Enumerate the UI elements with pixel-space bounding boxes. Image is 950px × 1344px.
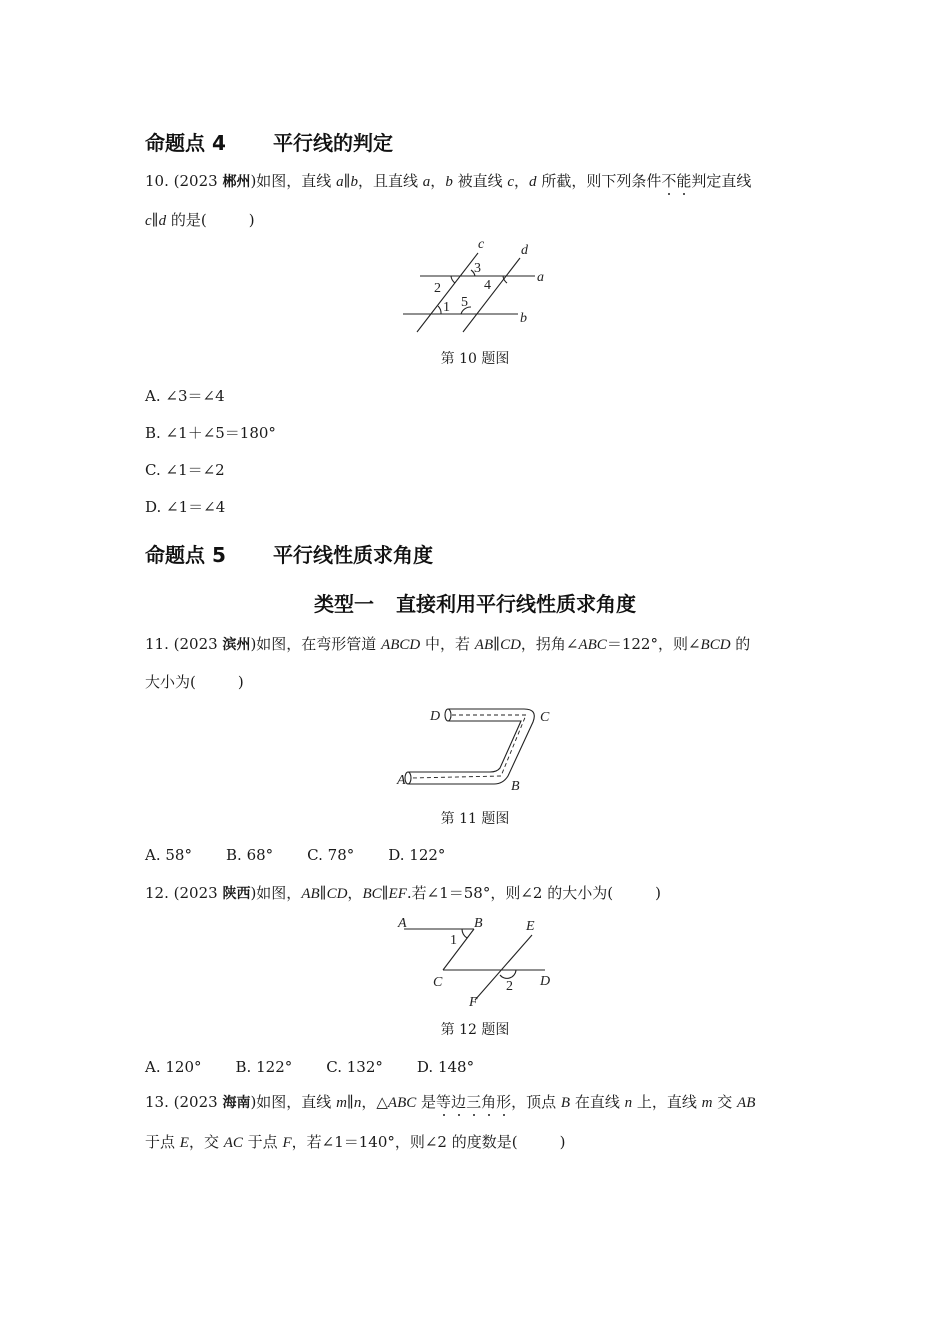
var: c xyxy=(507,174,515,190)
text: ＝122°，则∠ xyxy=(606,635,701,653)
point-label-f: F xyxy=(469,995,478,1010)
option-c[interactable]: C. 78° xyxy=(307,846,355,864)
text: 被直线 xyxy=(452,172,508,190)
question-13-line-1 xyxy=(145,1091,755,1114)
question-11-line-2 xyxy=(145,671,244,693)
text: 于点 xyxy=(242,1133,283,1151)
option-b[interactable]: B. 68° xyxy=(225,846,274,864)
point-label-b: B xyxy=(474,916,483,931)
point-label-b: B xyxy=(511,779,520,794)
source-place: 海南 xyxy=(222,1095,251,1111)
type-label: 类型一 xyxy=(314,592,374,616)
source-year: (2023 xyxy=(173,635,218,653)
option-c[interactable]: C. 132° xyxy=(326,1058,383,1076)
text: ，且直线 xyxy=(358,172,423,190)
source-year: (2023 xyxy=(173,1093,218,1111)
var: EF xyxy=(388,886,407,902)
option-label: A. xyxy=(145,387,161,405)
section-heading-4 xyxy=(145,127,393,156)
angle-label-5: 5 xyxy=(461,295,468,310)
question-11-line-1 xyxy=(145,633,750,656)
emphasized-char: 三 xyxy=(466,1093,482,1111)
text: ， xyxy=(347,884,363,902)
option-d[interactable]: D. 122° xyxy=(388,846,446,864)
text: 交 xyxy=(712,1093,738,1111)
var: CD xyxy=(326,886,348,902)
var: b xyxy=(350,174,359,190)
emphasized-char: 形 xyxy=(496,1093,512,1111)
option-c[interactable] xyxy=(145,459,225,481)
question-13-line-2 xyxy=(145,1131,565,1154)
figure-11-caption: 第 11 题图 xyxy=(440,811,510,827)
question-number: 13. xyxy=(145,1093,169,1111)
line-label-d: d xyxy=(521,243,528,258)
option-text: ∠3＝∠4 xyxy=(165,387,225,405)
option-a[interactable]: A. 58° xyxy=(145,846,192,864)
option-a[interactable]: A. 120° xyxy=(145,1058,202,1076)
type-title: 直接利用平行线性质求角度 xyxy=(396,592,636,616)
var: BC xyxy=(362,886,382,902)
emphasized-char: 能 xyxy=(676,172,692,190)
var: ABC xyxy=(578,637,607,653)
section-title: 平行线性质求角度 xyxy=(273,543,433,567)
var: d xyxy=(529,174,537,190)
question-12-line-1 xyxy=(145,882,661,905)
text: ，△ xyxy=(361,1093,388,1111)
var: F xyxy=(282,1135,292,1151)
option-d[interactable] xyxy=(145,496,225,518)
emphasized-char: 边 xyxy=(451,1093,467,1111)
var: n xyxy=(624,1095,633,1111)
text: ，顶点 xyxy=(511,1093,561,1111)
line-label-c: c xyxy=(478,237,485,252)
text: ，交 xyxy=(188,1133,224,1151)
angle-label-4: 4 xyxy=(484,278,491,293)
var: b xyxy=(445,174,453,190)
var: m xyxy=(701,1095,713,1111)
parallel-symbol: ∥ xyxy=(343,172,351,190)
line-label-b: b xyxy=(520,311,527,326)
var: CD xyxy=(500,637,521,653)
text: )如图，直线 xyxy=(250,172,337,190)
option-label: D. xyxy=(145,498,162,516)
text: .若∠1＝58°，则∠2 的大小为( xyxy=(406,884,614,902)
angle-label-2: 2 xyxy=(506,979,513,994)
source-place: 陕西 xyxy=(222,886,251,902)
line-label-a: a xyxy=(537,270,544,285)
angle-label-2: 2 xyxy=(434,281,441,296)
figure-10-caption: 第 10 题图 xyxy=(440,351,510,367)
text: 中，若 xyxy=(420,635,475,653)
text: 在直线 xyxy=(570,1093,625,1111)
section-number: 命题点 5 xyxy=(145,543,226,567)
point-label-a: A xyxy=(398,916,407,931)
question-11-options xyxy=(145,844,479,866)
text: ，若∠1＝140°，则∠2 的度数是( xyxy=(291,1133,518,1151)
source-year: (2023 xyxy=(173,884,218,902)
option-b[interactable]: B. 122° xyxy=(235,1058,293,1076)
point-label-d: D xyxy=(540,974,551,989)
source-place: 郴州 xyxy=(222,174,251,190)
option-b[interactable] xyxy=(145,422,276,444)
text: ， xyxy=(430,172,446,190)
parallel-symbol: ∥ xyxy=(319,884,327,902)
text: 上，直线 xyxy=(632,1093,702,1111)
var: AB xyxy=(301,886,320,902)
var: m xyxy=(336,1095,347,1111)
text: 是 xyxy=(416,1093,437,1111)
section-heading-5 xyxy=(145,539,433,568)
parallel-symbol: ∥ xyxy=(151,211,159,229)
type-heading xyxy=(0,588,950,617)
text: 判定直线 xyxy=(691,172,752,190)
text: 的 xyxy=(730,635,751,653)
text: 所截，则下列条件 xyxy=(536,172,662,190)
section-title: 平行线的判定 xyxy=(273,131,393,155)
point-label-a: A xyxy=(397,773,406,788)
parallel-symbol: ∥ xyxy=(346,1093,354,1111)
option-a[interactable] xyxy=(145,385,225,407)
text: 大小为( xyxy=(145,673,196,691)
question-number: 11. xyxy=(145,635,169,653)
question-number: 10. xyxy=(145,172,169,190)
var: AB xyxy=(474,637,494,653)
var: d xyxy=(158,213,167,229)
var: ABC xyxy=(387,1095,417,1111)
var: E xyxy=(179,1135,189,1151)
var: a xyxy=(336,174,344,190)
question-10-line-2 xyxy=(145,209,255,232)
text: ) xyxy=(559,1133,566,1151)
section-number: 命题点 4 xyxy=(145,131,226,155)
text: ) xyxy=(248,211,255,229)
point-label-c: C xyxy=(433,975,443,990)
point-label-c: C xyxy=(540,710,550,725)
emphasized-char: 等 xyxy=(436,1093,452,1111)
text: 于点 xyxy=(145,1133,180,1151)
question-10-line-1 xyxy=(145,170,751,193)
option-text: ∠1＋∠5＝180° xyxy=(165,424,276,442)
angle-label-1: 1 xyxy=(443,300,450,315)
var: AB xyxy=(737,1095,756,1111)
var: a xyxy=(422,174,431,190)
var: ABCD xyxy=(381,637,421,653)
parallel-symbol: ∥ xyxy=(493,635,501,653)
text: ) xyxy=(237,673,244,691)
option-text: ∠1＝∠4 xyxy=(166,498,226,516)
option-text: ∠1＝∠2 xyxy=(165,461,225,479)
var: n xyxy=(353,1095,362,1111)
question-12-options xyxy=(145,1056,508,1078)
point-label-d: D xyxy=(430,709,441,724)
option-label: B. xyxy=(145,424,161,442)
angle-label-3: 3 xyxy=(474,261,481,276)
source-place: 滨州 xyxy=(222,637,251,653)
source-year: (2023 xyxy=(173,172,218,190)
figure-12-caption: 第 12 题图 xyxy=(440,1022,510,1038)
text: )如图，在弯形管道 xyxy=(250,635,382,653)
option-d[interactable]: D. 148° xyxy=(416,1058,475,1076)
angle-label-1: 1 xyxy=(450,933,457,948)
text: )如图， xyxy=(250,884,302,902)
text: ， xyxy=(514,172,530,190)
text: ) xyxy=(655,884,661,902)
parallel-symbol: ∥ xyxy=(381,884,389,902)
option-label: C. xyxy=(145,461,161,479)
point-label-e: E xyxy=(526,919,535,934)
question-number: 12. xyxy=(145,884,169,902)
text: ，拐角∠ xyxy=(520,635,579,653)
text: )如图，直线 xyxy=(250,1093,337,1111)
var: c xyxy=(145,213,152,229)
emphasized-char: 角 xyxy=(481,1093,497,1111)
var: B xyxy=(560,1095,571,1111)
var: BCD xyxy=(700,637,731,653)
emphasized-char: 不 xyxy=(661,172,677,190)
var: AC xyxy=(223,1135,243,1151)
text: 的是( xyxy=(166,211,207,229)
